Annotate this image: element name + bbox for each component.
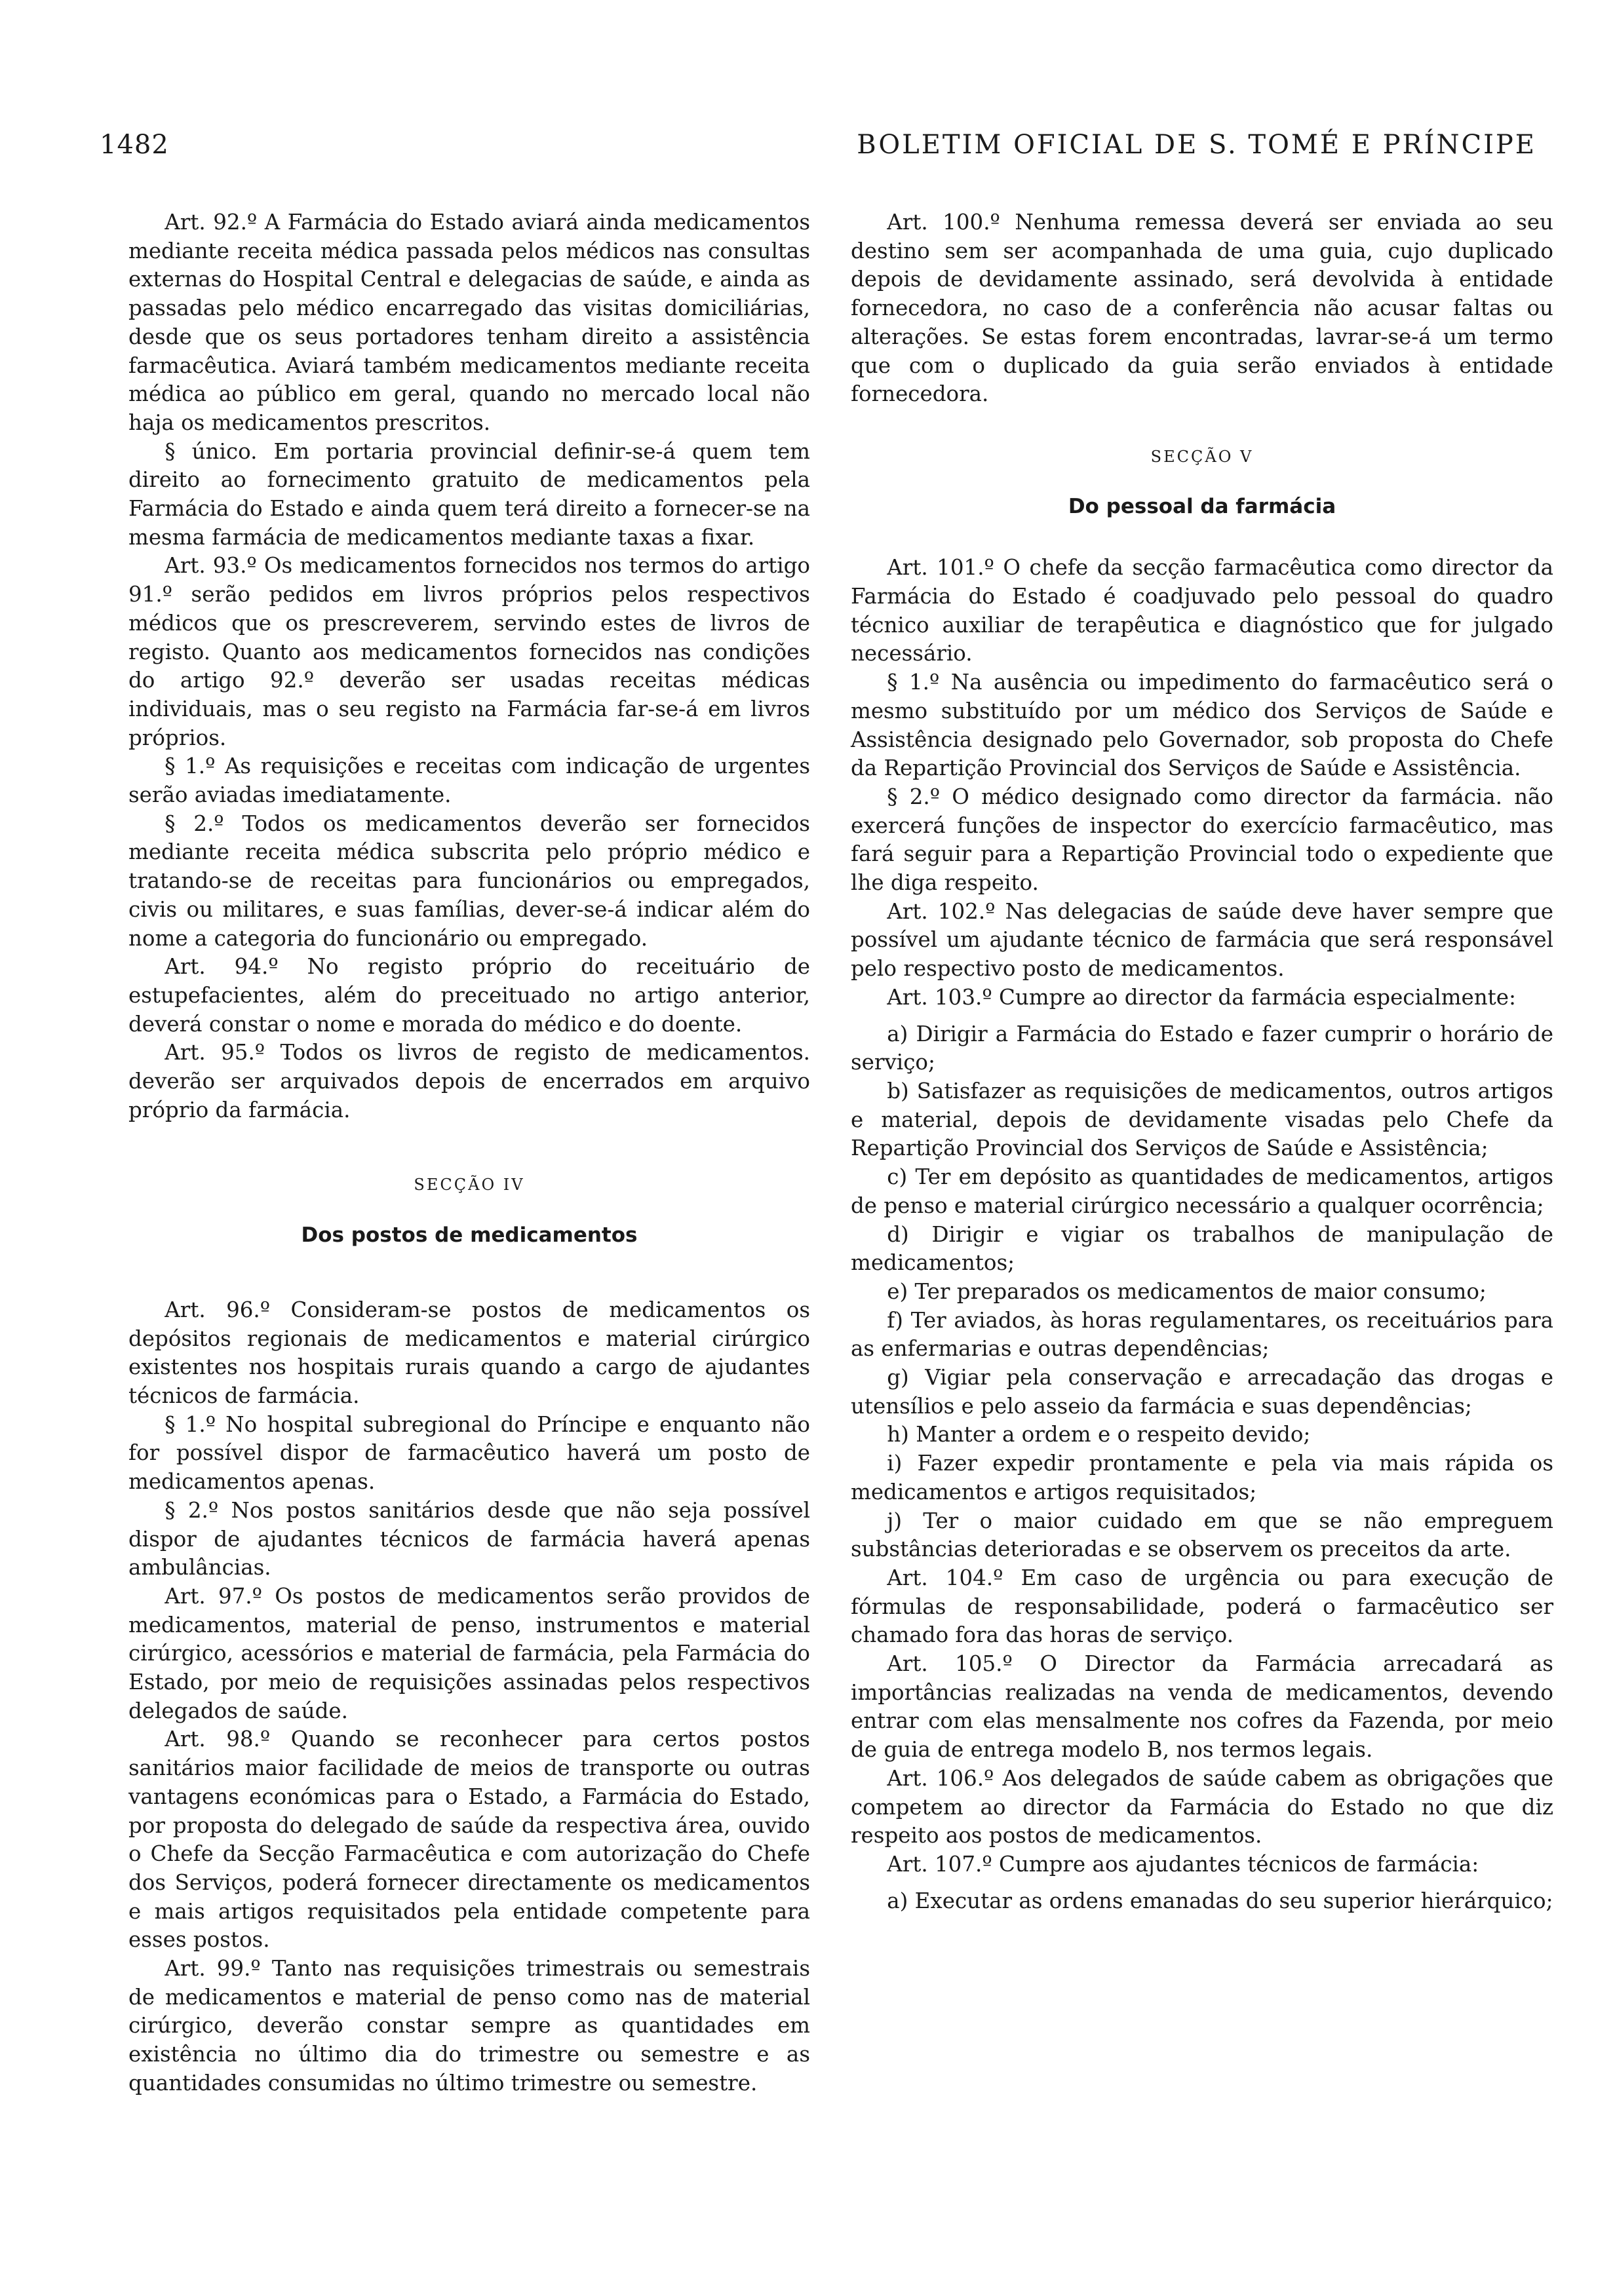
- article-104: Art. 104.º Em caso de urgência ou para execução de fórmulas de responsabilidade, poderá o farmacêutico ser chamado fora das horas de serviço.: [851, 1565, 1553, 1648]
- article-102: Art. 102.º Nas delegacias de saúde deve haver sempre que possível um ajudante técnico de farmácia que será responsável pelo respectivo posto de medicamentos.: [851, 898, 1553, 982]
- article-99: Art. 99.º Tanto nas requisições trimestrais ou semestrais de medicamentos e material de penso como nas de material cirúrgico, deverão constar sempre as quantidades em existência no último dia do trimestre ou semestre e as quantidades consumidas no último trimestre ou semestre.: [128, 1956, 810, 2095]
- article-101: Art. 101.º O chefe da secção farmacêutica como director da Farmácia do Estado é coadjuvado pelo pessoal do quadro técnico auxiliar de terapêutica e diagnóstico que for julgado necessário.: [851, 555, 1553, 666]
- list-item: e) Ter preparados os medicamentos de maior consumo;: [887, 1278, 1487, 1304]
- article-96-paragraph-1: § 1.º No hospital subregional do Príncipe e enquanto não for possível dispor de farmacêutico haverá um posto de medicamentos apenas.: [128, 1411, 810, 1495]
- article-106: Art. 106.º Aos delegados de saúde cabem as obrigações que competem ao director da Farmácia do Estado no que diz respeito aos postos de medicamentos.: [851, 1765, 1553, 1848]
- article-105: Art. 105.º O Director da Farmácia arrecadará as importâncias realizadas na venda de medicamentos, devendo entrar com elas mensalmente nos cofres da Fazenda, por meio de guia de entrega modelo B, nos termos legais.: [851, 1651, 1553, 1763]
- section-iv-title: Dos postos de medicamentos: [301, 1223, 638, 1248]
- article-96: Art. 96.º Consideram-se postos de medicamentos os depósitos regionais de medicamentos e material cirúrgico existentes nos hospitais rurais quando a cargo de ajudantes técnicos de farmácia.: [128, 1297, 810, 1409]
- article-103: Art. 103.º Cumpre ao director da farmácia especialmente:: [887, 984, 1516, 1010]
- article-93-paragraph-1: § 1.º As requisições e receitas com indicação de urgentes serão aviadas imediatamente.: [128, 754, 810, 808]
- article-93-paragraph-2: § 2.º Todos os medicamentos deverão ser fornecidos mediante receita médica subscrita pelo próprio médico e tratando-se de receitas para funcionários ou empregados, civis ou militares, e suas famílias, dever-se-á indicar além do nome a categoria do funcionário ou empregado.: [128, 811, 810, 951]
- list-item: h) Manter a ordem e o respeito devido;: [887, 1422, 1311, 1447]
- list-item: j) Ter o maior cuidado em que se não empreguem substâncias deterioradas e se observem os preceitos da arte.: [851, 1508, 1553, 1562]
- list-item: c) Ter em depósito as quantidades de medicamentos, artigos de penso e material cirúrgico necessário a qualquer ocorrência;: [851, 1164, 1553, 1218]
- article-94: Art. 94.º No registo próprio do receituário de estupefacientes, além do preceituado no artigo anterior, deverá constar o nome e morada do médico e do doente.: [128, 954, 810, 1037]
- article-107: Art. 107.º Cumpre aos ajudantes técnicos de farmácia:: [887, 1851, 1479, 1877]
- article-101-paragraph-1: § 1.º Na ausência ou impedimento do farmacêutico será o mesmo substituído por um médico dos Serviços de Saúde e Assistência designado pelo Governador, sob proposta do Chefe da Repartição Provincial dos Serviços de Saúde e Assistência.: [851, 670, 1553, 781]
- list-item: g) Vigiar pela conservação e arrecadação das drogas e utensílios e pelo asseio da farmácia e suas dependências;: [851, 1365, 1553, 1419]
- list-item: f) Ter aviados, às horas regulamentares, os receituários para as enfermarias e outras dependências;: [851, 1307, 1553, 1362]
- section-v-label: SECÇÃO V: [1150, 447, 1254, 466]
- article-100: Art. 100.º Nenhuma remessa deverá ser enviada ao seu destino sem ser acompanhada de uma guia, cujo duplicado depois de devidamente assinado, será devolvida à entidade fornecedora, no caso de a conferência não acusar faltas ou alterações. Se estas forem encontradas, lavrar-se-á um termo que com o duplicado da guia serão enviados à entidade fornecedora.: [851, 210, 1553, 407]
- section-iv-label: SECÇÃO IV: [414, 1175, 525, 1194]
- list-item: i) Fazer expedir prontamente e pela via mais rápida os medicamentos e artigos requisitados;: [851, 1451, 1553, 1504]
- article-98: Art. 98.º Quando se reconhecer para certos postos sanitários maior facilidade de meios de transporte ou outras vantagens económicas para o Estado, a Farmácia do Estado, por proposta do delegado de saúde da respectiva área, ouvido o Chefe da Secção Farmacêutica e com autorização do Chefe dos Serviços, poderá fornecer directamente os medicamentos e mais artigos requisitados pela entidade competente para esses postos.: [128, 1727, 810, 1953]
- right-column: [851, 208, 1553, 1915]
- article-92-sole-paragraph: § único. Em portaria provincial definir-se-á quem tem direito ao fornecimento gratuito de medicamentos pela Farmácia do Estado e ainda quem terá direito a fornecer-se na mesma farmácia de medicamentos mediante taxas a fixar.: [128, 438, 810, 550]
- article-97: Art. 97.º Os postos de medicamentos serão providos de medicamentos, material de penso, instrumentos e material cirúrgico, acessórios e material de farmácia, pela Farmácia do Estado, por meio de requisições assinadas pelos respectivos delegados de saúde.: [128, 1583, 810, 1723]
- section-v-title: Do pessoal da farmácia: [1068, 494, 1336, 518]
- article-101-paragraph-2: § 2.º O médico designado como director da farmácia. não exercerá funções de inspector do exercício farmacêutico, mas fará seguir para a Repartição Provincial todo o expediente que lhe diga respeito.: [851, 784, 1553, 896]
- list-item: a) Dirigir a Farmácia do Estado e fazer cumprir o horário de serviço;: [851, 1021, 1553, 1075]
- list-item: b) Satisfazer as requisições de medicamentos, outros artigos e material, depois de devidamente visadas pelo Chefe da Repartição Provincial dos Serviços de Saúde e Assistência;: [851, 1078, 1553, 1161]
- list-item: d) Dirigir e vigiar os trabalhos de manipulação de medicamentos;: [851, 1221, 1553, 1276]
- article-93: Art. 93.º Os medicamentos fornecidos nos termos do artigo 91.º serão pedidos em livros próprios pelos respectivos médicos que os prescreverem, servindo estes de livros de registo. Quanto aos medicamentos fornecidos nas condições do artigo 92.º deverão ser usadas receitas médicas individuais, mas o seu registo na Farmácia far-se-á em livros próprios.: [128, 553, 810, 750]
- list-item: a) Executar as ordens emanadas do seu superior hierárquico;: [887, 1888, 1553, 1913]
- left-column: [128, 208, 810, 2098]
- page-number: 1482: [100, 130, 169, 160]
- article-92: Art. 92.º A Farmácia do Estado aviará ainda medicamentos mediante receita médica passada pelos médicos nas consultas externas do Hospital Central e delegacias de saúde, e ainda as passadas pelo médico encarregado das visitas domiciliárias, desde que os seus portadores tenham direito a assistência farmacêutica. Aviará também medicamentos mediante receita médica ao público em geral, quando no mercado local não haja os medicamentos prescritos.: [128, 210, 810, 435]
- article-95: Art. 95.º Todos os livros de registo de medicamentos. deverão ser arquivados depois de encerrados em arquivo próprio da farmácia.: [128, 1040, 810, 1122]
- article-96-paragraph-2: § 2.º Nos postos sanitários desde que não seja possível dispor de ajudantes técnicos de farmácia haverá apenas ambulâncias.: [128, 1497, 810, 1580]
- running-title: BOLETIM OFICIAL DE S. TOMÉ E PRÍNCIPE: [857, 130, 1536, 160]
